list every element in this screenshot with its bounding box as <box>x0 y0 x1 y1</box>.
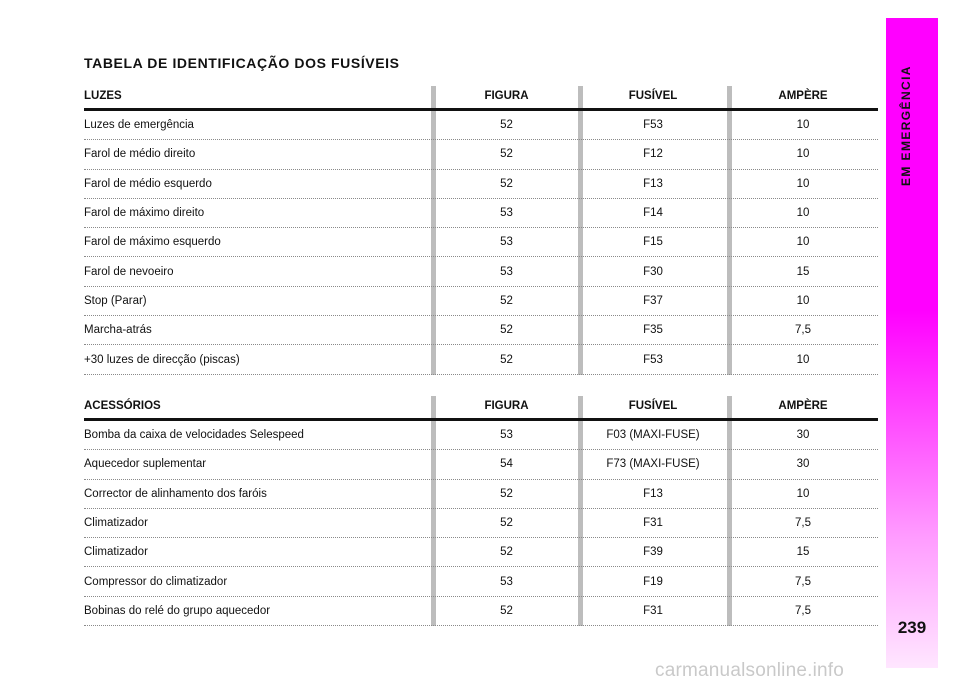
section-sidebar <box>886 18 938 668</box>
table-row <box>84 345 878 374</box>
cell-description: Luzes de emergência <box>84 119 194 132</box>
cell-description: Bomba da caixa de velocidades Selespeed <box>84 429 304 442</box>
cell-figura: 52 <box>500 324 513 337</box>
cell-figura: 54 <box>500 458 513 471</box>
page-title: TABELA DE IDENTIFICAÇÃO DOS FUSÍVEIS <box>84 55 400 71</box>
cell-ampere: 30 <box>796 458 810 471</box>
table-header <box>84 84 878 111</box>
cell-fusivel: F19 <box>643 575 663 588</box>
cell-description: Farol de nevoeiro <box>84 265 174 278</box>
table-row <box>84 567 878 596</box>
cell-fusivel: F13 <box>643 487 663 500</box>
cell-description: Farol de máximo esquerdo <box>84 236 221 249</box>
cell-description: Farol de máximo direito <box>84 207 205 220</box>
cell-description: Climatizador <box>84 546 148 559</box>
cell-ampere: 15 <box>796 265 810 278</box>
cell-figura: 52 <box>500 487 513 500</box>
cell-figura: 53 <box>500 236 513 249</box>
cell-fusivel: F37 <box>643 294 663 307</box>
watermark: carmanualsonline.info <box>655 660 845 681</box>
cell-description: +30 luzes de direcção (piscas) <box>84 353 240 366</box>
page-number: 239 <box>897 618 927 637</box>
cell-ampere: 10 <box>796 207 810 220</box>
cell-figura: 52 <box>500 177 513 190</box>
cell-description: Stop (Parar) <box>84 294 147 307</box>
header-fusivel: FUSÍVEL <box>628 90 678 102</box>
table-row <box>84 228 878 257</box>
table-row <box>84 538 878 567</box>
cell-figura: 52 <box>500 119 513 132</box>
cell-fusivel: F30 <box>643 265 663 278</box>
cell-figura: 53 <box>500 429 513 442</box>
table-row <box>84 450 878 479</box>
cell-description: Farol de médio direito <box>84 148 196 161</box>
table-row <box>84 421 878 450</box>
cell-fusivel: F53 <box>643 119 663 132</box>
header-category: LUZES <box>84 90 122 102</box>
cell-description: Aquecedor suplementar <box>84 458 207 471</box>
cell-figura: 52 <box>500 546 513 559</box>
fuse-table-luzes <box>84 84 878 375</box>
cell-fusivel: F39 <box>643 546 663 559</box>
table-row <box>84 170 878 199</box>
cell-fusivel: F53 <box>643 353 663 366</box>
cell-description: Compressor do climatizador <box>84 575 228 588</box>
cell-figura: 52 <box>500 604 513 617</box>
table-header <box>84 394 878 421</box>
cell-figura: 52 <box>500 353 513 366</box>
cell-ampere: 10 <box>796 294 810 307</box>
cell-ampere: 10 <box>796 148 810 161</box>
cell-ampere: 10 <box>796 236 810 249</box>
cell-ampere: 7,5 <box>795 575 811 588</box>
cell-ampere: 7,5 <box>795 604 811 617</box>
section-label: EM EMERGÊNCIA <box>899 65 913 186</box>
table-row <box>84 111 878 140</box>
cell-fusivel: F12 <box>643 148 663 161</box>
table-row <box>84 257 878 286</box>
header-figura: FIGURA <box>484 400 529 412</box>
cell-ampere: 30 <box>796 429 810 442</box>
table-row <box>84 140 878 169</box>
table-row <box>84 509 878 538</box>
cell-description: Bobinas do relé do grupo aquecedor <box>84 604 271 617</box>
cell-figura: 52 <box>500 148 513 161</box>
header-fusivel: FUSÍVEL <box>628 400 678 412</box>
table-row <box>84 199 878 228</box>
cell-ampere: 10 <box>796 119 810 132</box>
table-row <box>84 480 878 509</box>
cell-fusivel: F15 <box>643 236 663 249</box>
table-row <box>84 316 878 345</box>
cell-figura: 53 <box>500 265 513 278</box>
cell-fusivel: F31 <box>643 604 663 617</box>
header-ampere: AMPÈRE <box>778 400 828 412</box>
header-ampere: AMPÈRE <box>778 90 828 102</box>
fuse-table-acessorios <box>84 394 878 626</box>
cell-ampere: 7,5 <box>795 517 811 530</box>
cell-fusivel: F13 <box>643 177 663 190</box>
cell-ampere: 10 <box>796 353 810 366</box>
cell-fusivel: F03 (MAXI-FUSE) <box>606 429 700 442</box>
cell-fusivel: F35 <box>643 324 663 337</box>
cell-ampere: 15 <box>796 546 810 559</box>
header-figura: FIGURA <box>484 90 529 102</box>
cell-figura: 53 <box>500 207 513 220</box>
cell-figura: 52 <box>500 517 513 530</box>
table-row <box>84 287 878 316</box>
cell-ampere: 10 <box>796 487 810 500</box>
cell-ampere: 7,5 <box>795 324 811 337</box>
header-category: ACESSÓRIOS <box>84 400 161 412</box>
cell-fusivel: F14 <box>643 207 663 220</box>
table-row <box>84 597 878 626</box>
cell-figura: 53 <box>500 575 513 588</box>
cell-fusivel: F31 <box>643 517 663 530</box>
cell-ampere: 10 <box>796 177 810 190</box>
cell-description: Marcha-atrás <box>84 324 152 337</box>
cell-figura: 52 <box>500 294 513 307</box>
cell-description: Farol de médio esquerdo <box>84 177 212 190</box>
cell-description: Corrector de alinhamento dos faróis <box>84 487 267 500</box>
cell-description: Climatizador <box>84 517 148 530</box>
cell-fusivel: F73 (MAXI-FUSE) <box>606 458 700 471</box>
